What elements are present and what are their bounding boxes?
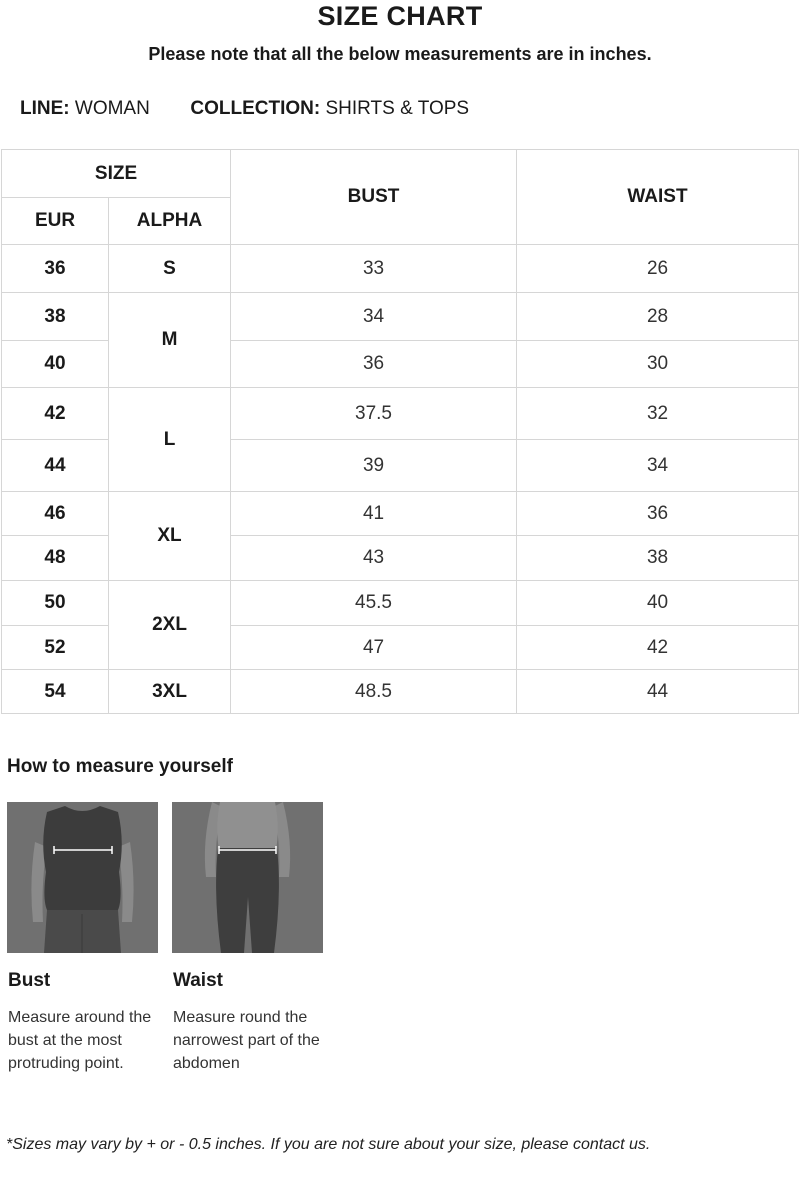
bust-value: 45.5 bbox=[231, 581, 517, 626]
bust-value: 48.5 bbox=[231, 670, 517, 714]
waist-value: 32 bbox=[517, 388, 799, 440]
waist-value: 36 bbox=[517, 492, 799, 536]
collection-label: COLLECTION: bbox=[190, 98, 321, 119]
collection-value: SHIRTS & TOPS bbox=[325, 98, 470, 119]
page-title: SIZE CHART bbox=[317, 1, 483, 31]
bust-value: 41 bbox=[231, 492, 517, 536]
alpha-size: 2XL bbox=[109, 581, 231, 670]
alpha-size: 3XL bbox=[109, 670, 231, 714]
bust-value: 43 bbox=[231, 536, 517, 581]
eur-header: EUR bbox=[2, 198, 109, 245]
bust-value: 33 bbox=[231, 245, 517, 293]
how-to-measure-heading: How to measure yourself bbox=[7, 756, 233, 777]
table-row bbox=[2, 388, 799, 440]
eur-size: 44 bbox=[2, 440, 109, 492]
bust-value: 47 bbox=[231, 626, 517, 670]
waist-value: 42 bbox=[517, 626, 799, 670]
waist-value: 40 bbox=[517, 581, 799, 626]
line-collection-info bbox=[20, 98, 469, 120]
eur-size: 40 bbox=[2, 341, 109, 388]
alpha-size: XL bbox=[109, 492, 231, 581]
eur-size: 42 bbox=[2, 388, 109, 440]
line-label: LINE: bbox=[20, 98, 70, 119]
bust-value: 34 bbox=[231, 293, 517, 341]
bust-value: 39 bbox=[231, 440, 517, 492]
table-row bbox=[2, 670, 799, 714]
eur-size: 50 bbox=[2, 581, 109, 626]
waist-measure-image bbox=[172, 802, 323, 953]
eur-size: 46 bbox=[2, 492, 109, 536]
waist-caption-title: Waist bbox=[173, 970, 223, 991]
bust-header: BUST bbox=[231, 150, 517, 245]
table-row bbox=[2, 581, 799, 626]
waist-header: WAIST bbox=[517, 150, 799, 245]
size-header: SIZE bbox=[2, 150, 231, 198]
waist-value: 38 bbox=[517, 536, 799, 581]
alpha-size: S bbox=[109, 245, 231, 293]
line-value: WOMAN bbox=[74, 98, 150, 119]
eur-size: 38 bbox=[2, 293, 109, 341]
bust-caption-text: Measure around the bust at the most protruding point. bbox=[8, 1009, 152, 1072]
table-row bbox=[2, 492, 799, 536]
size-footnote: *Sizes may vary by + or - 0.5 inches. If you are not sure about your size, please contact us. bbox=[6, 1136, 651, 1153]
measurement-note: Please note that all the below measurements are in inches. bbox=[148, 44, 652, 64]
alpha-size: L bbox=[109, 388, 231, 492]
waist-value: 26 bbox=[517, 245, 799, 293]
bust-value: 37.5 bbox=[231, 388, 517, 440]
waist-value: 44 bbox=[517, 670, 799, 714]
waist-value: 28 bbox=[517, 293, 799, 341]
size-chart-table bbox=[1, 149, 799, 714]
alpha-header: ALPHA bbox=[109, 198, 231, 245]
table-row bbox=[2, 245, 799, 293]
eur-size: 54 bbox=[2, 670, 109, 714]
waist-value: 34 bbox=[517, 440, 799, 492]
bust-caption-title: Bust bbox=[8, 970, 51, 991]
eur-size: 52 bbox=[2, 626, 109, 670]
eur-size: 48 bbox=[2, 536, 109, 581]
eur-size: 36 bbox=[2, 245, 109, 293]
alpha-size: M bbox=[109, 293, 231, 388]
bust-value: 36 bbox=[231, 341, 517, 388]
bust-measure-image bbox=[7, 802, 158, 953]
waist-value: 30 bbox=[517, 341, 799, 388]
table-row bbox=[2, 293, 799, 341]
waist-caption-text: Measure round the narrowest part of the abdomen bbox=[173, 1009, 320, 1072]
